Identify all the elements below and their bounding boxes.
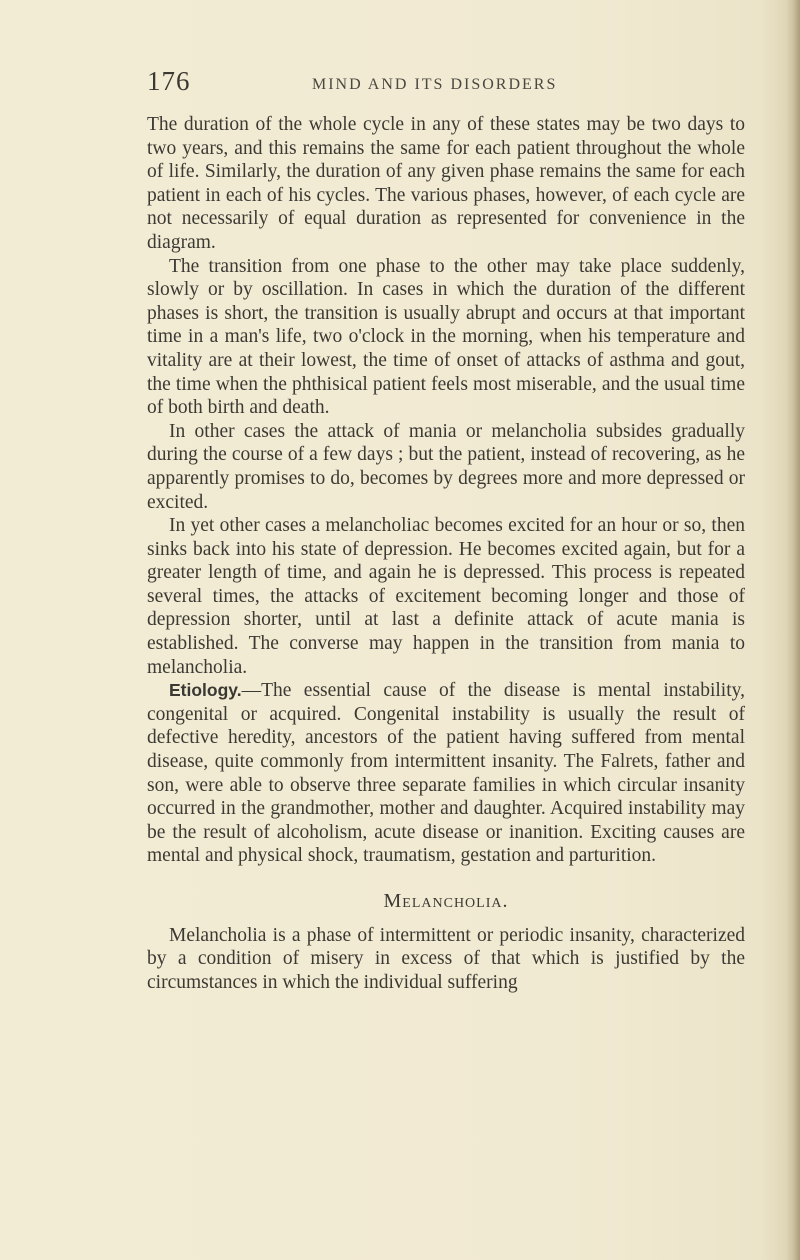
running-title: MIND AND ITS DISORDERS [312,76,558,93]
paragraph-transition: The transition from one phase to the other may take place suddenly, slowly or by oscillation. In cases in which the duration of the different phases is short, the transition is usually abrupt and occurs at that important time in a man's life, two o'clock in the morning, when his temperature and vitality are at their lowest, the time of onset of attacks of asthma and gout, the time when the phthisical patient feels most miserable, and the usual time of both birth and death. [147,255,745,419]
etiology-run-in-heading: Etiology. [169,680,242,701]
paragraph-melancholia: Melancholia is a phase of intermittent or periodic insanity, characterized by a condition of misery in excess of that which is justified by the circumstances in which the individual suffering [147,924,745,993]
paragraph-other-cases: In other cases the attack of mania or melancholia subsides gradually during the course of a few days ; but the patient, instead of recovering, as he apparently promises to do, becomes by degrees more and more depressed or excited. [147,420,745,513]
etiology-text: —The essential cause of the disease is mental instability, congenital or acquired. Congenital instability is usually the result of defective heredity, ancestors of the patient having suffered from mental disease, quite commonly from intermittent insanity. The Falrets, father and son, were able to observe three separate families in which circular insanity occurred in the grandmother, mother and daughter. Acquired instability may be the result of alcoholism, acute disease or inanition. Exciting causes are mental and physical shock, traumatism, gestation and parturition. [147,680,745,867]
body-text [147,113,745,994]
page-edge-shadow [786,0,800,1260]
running-head [147,66,745,106]
paragraph-yet-other-cases: In yet other cases a melancholiac becomes excited for an hour or so, then sinks back into his state of depression. He becomes excited again, but for a greater length of time, and again he is depressed. This process is repeated several times, the attacks of excitement becoming longer and those of depression shorter, until at last a definite attack of acute mania is established. The converse may happen in the transition from mania to melancholia. [147,515,745,678]
section-heading-melancholia: Melancholia. [383,890,509,912]
paragraph-etiology [147,679,745,868]
paragraph-duration: The duration of the whole cycle in any of these states may be two days to two years, and this remains the same for each patient throughout the whole of life. Similarly, the duration of any given phase remains the same for each patient in each of his cycles. The various phases, however, of each cycle are not necessarily of equal duration as represented for convenience in the diagram. [147,114,745,253]
page-number: 176 [147,66,191,96]
